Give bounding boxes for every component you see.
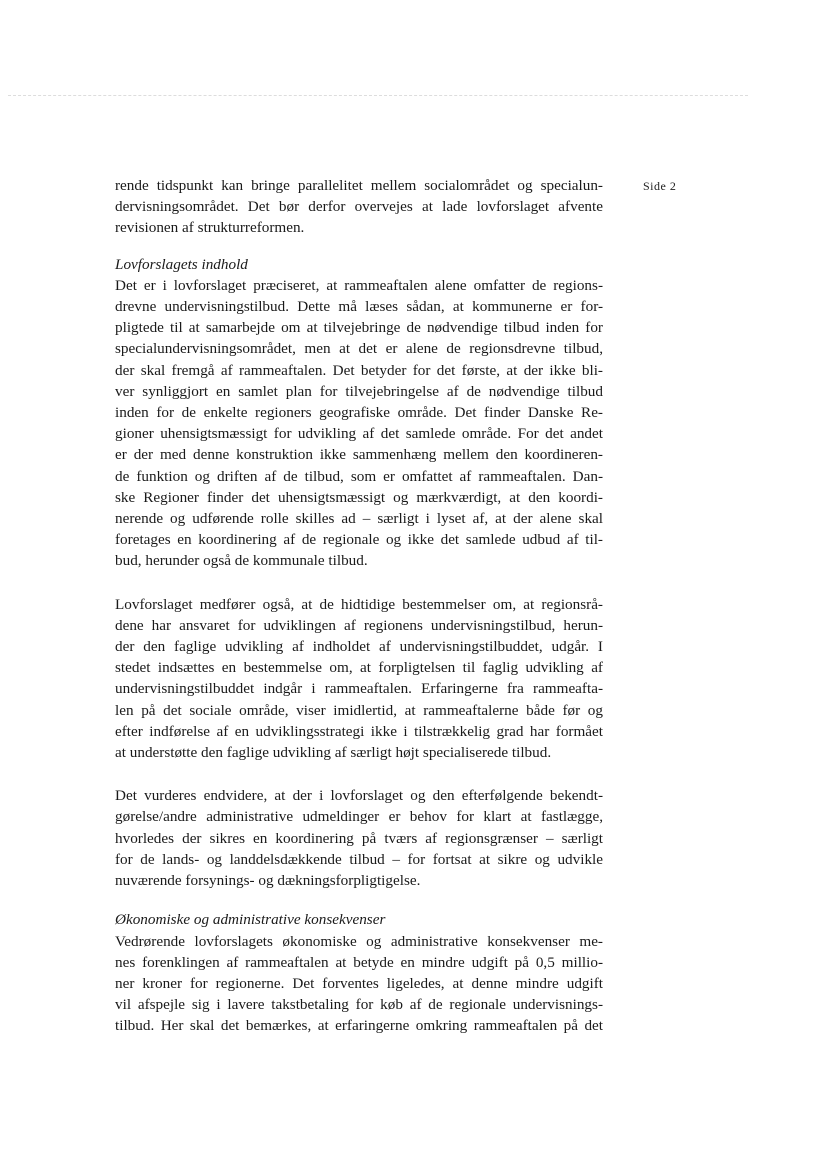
section-heading-indhold: Lovforslagets indhold	[115, 255, 248, 273]
text-line: ver synliggjort en samlet plan for tilvejebringelse af de nødvendige tilbud	[115, 382, 603, 400]
text-line: revisionen af strukturreformen.	[115, 219, 305, 237]
text-line: dervisningsområdet. Det bør derfor overvejes at lade lovforslaget afvente	[115, 198, 603, 216]
medfoerer-paragraph	[115, 594, 603, 764]
text-line: undervisningstilbuddet indgår i rammeaftalen. Erfaringerne fra rammeafta-	[115, 680, 603, 698]
text-line: er der med denne konstruktion ikke sammenhæng mellem den koordineren-	[115, 446, 603, 464]
text-line: der den faglige udvikling af indholdet af undervisningstilbuddet, udgår. I	[115, 638, 603, 656]
document-body	[115, 175, 603, 1037]
text-line: efter indførelse af en udviklingsstrategi ikke i tilstrækkelig grad har formået	[115, 722, 603, 740]
text-line: Vedrørende lovforslagets økonomiske og administrative konsekvenser me-	[115, 932, 603, 950]
text-line: specialundervisningsområdet, men at det er alene de regionsdrevne tilbud,	[115, 340, 603, 358]
text-line: ner kroner for regionerne. Det forventes ligeledes, at denne mindre udgift	[115, 974, 603, 992]
text-line: nes forenklingen af rammeaftalen at betyde en mindre udgift på 0,5 millio-	[115, 953, 603, 971]
indhold-paragraph	[115, 275, 603, 572]
text-line: ske Regioner finder det uhensigtsmæssigt og mærkværdigt, at den koordi-	[115, 488, 603, 506]
text-line: len på det sociale område, viser imidlertid, at rammeaftalerne både før og	[115, 701, 603, 719]
text-line: at understøtte den faglige udvikling af særligt højt specialiserede tilbud.	[115, 744, 552, 762]
text-line: dene har ansvaret for udviklingen af regionens undervisningstilbud, herun-	[115, 616, 603, 634]
text-line: stedet indsættes en bestemmelse om, at forpligtelsen til faglig udvikling af	[115, 659, 603, 677]
page-number: Side 2	[643, 179, 677, 193]
text-line: tilbud. Her skal det bemærkes, at erfaringerne omkring rammeaftalen på det	[115, 1017, 603, 1035]
text-line: foretages en koordinering af de regionale og ikke det samlede udbud af til-	[115, 531, 603, 549]
text-line: de funktion og driften af de tilbud, som er omfattet af rammeaftalen. Dan-	[115, 467, 603, 485]
scan-artifact-line	[8, 95, 748, 96]
text-line: pligtede til at samarbejde om at tilvejebringe de nødvendige tilbud inden for	[115, 319, 603, 337]
section-heading-konsekvenser: Økonomiske og administrative konsekvenser	[115, 911, 386, 929]
text-line: drevne undervisningstilbud. Dette må læses sådan, at kommunerne er for-	[115, 298, 603, 316]
text-line: vil afspejle sig i lavere takstbetaling for køb af de regionale undervisnings-	[115, 996, 603, 1014]
konsekvenser-paragraph	[115, 931, 603, 1037]
text-line: rende tidspunkt kan bringe parallelitet mellem socialområdet og specialun-	[115, 177, 603, 194]
intro-paragraph	[115, 175, 603, 239]
text-line: hvorledes der sikres en koordinering på tværs af regionsgrænser – særligt	[115, 829, 603, 847]
text-line: der skal fremgå af rammeaftalen. Det betyder for det første, at der ikke bli-	[115, 361, 603, 379]
text-line: nerende og udførende rolle skilles ad – særligt i lyset af, at der alene skal	[115, 510, 603, 528]
text-line: gioner uhensigtsmæssigt for udvikling af det samlede område. For det andet	[115, 425, 603, 443]
vurderes-paragraph	[115, 785, 603, 891]
text-line: for de lands- og landdelsdækkende tilbud – for fortsat at sikre og udvikle	[115, 850, 603, 868]
text-line: gørelse/andre administrative udmeldinger er behov for klart at fastlægge,	[115, 808, 603, 826]
text-line: Lovforslaget medfører også, at de hidtidige bestemmelser om, at regionsrå-	[115, 595, 603, 613]
text-line: Det er i lovforslaget præciseret, at rammeaftalen alene omfatter de regions-	[115, 276, 603, 294]
text-line: bud, herunder også de kommunale tilbud.	[115, 552, 368, 570]
text-line: inden for de enkelte regioners geografiske område. Det finder Danske Re-	[115, 404, 603, 422]
text-line: Det vurderes endvidere, at der i lovforslaget og den efterfølgende bekendt-	[115, 787, 603, 805]
text-line: nuværende forsynings- og dækningsforpligtigelse.	[115, 872, 421, 890]
